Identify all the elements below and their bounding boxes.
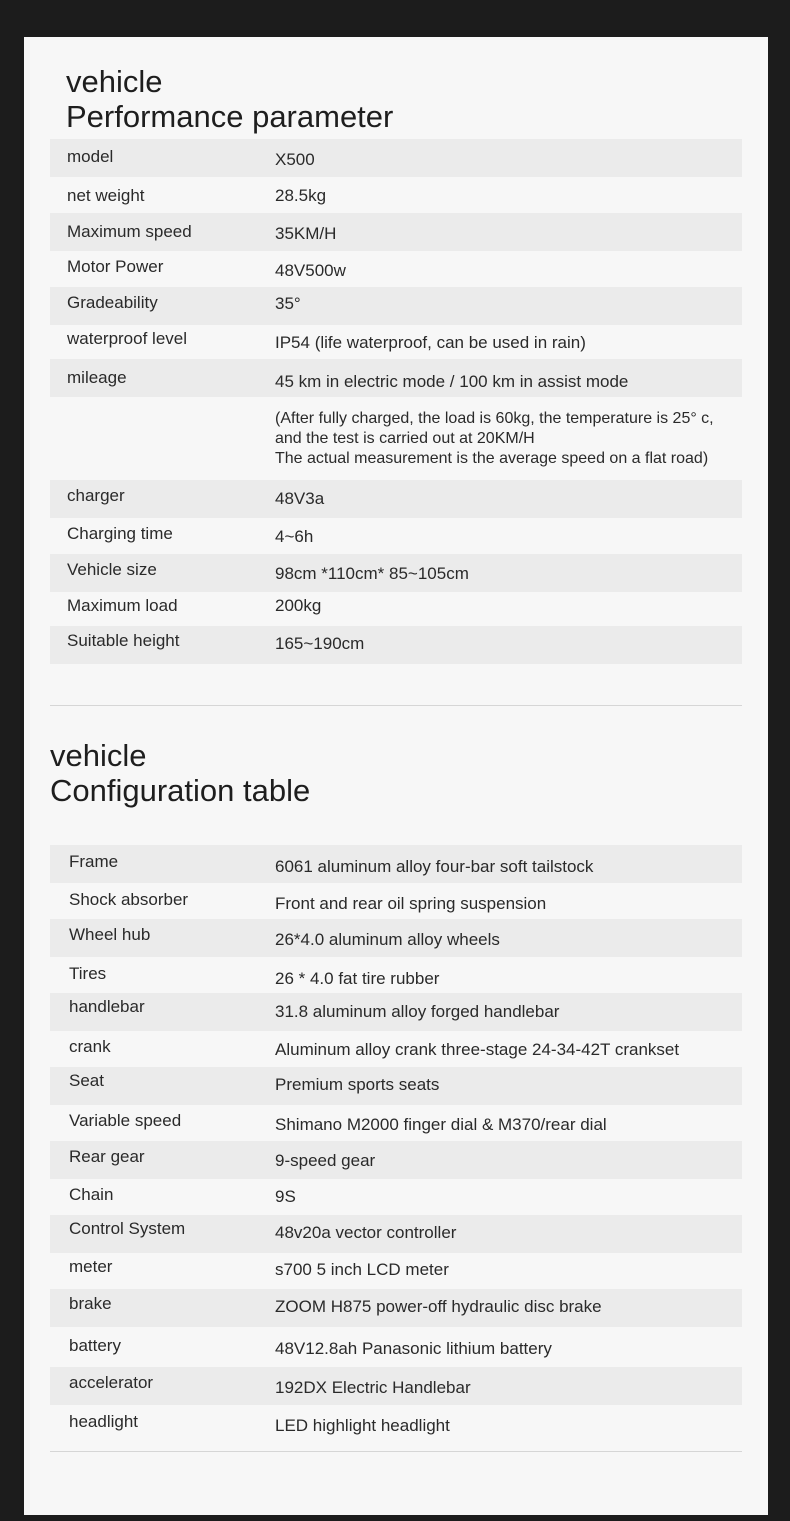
spec-value: 45 km in electric mode / 100 km in assist mode bbox=[275, 372, 629, 391]
spec-label: Maximum load bbox=[67, 596, 178, 615]
performance-row-maximum-load bbox=[50, 592, 742, 626]
config-row-variable-speed bbox=[50, 1105, 742, 1141]
config-row-seat bbox=[50, 1067, 742, 1105]
spec-value: 35KM/H bbox=[275, 224, 337, 243]
spec-label: Suitable height bbox=[67, 631, 180, 650]
performance-row-model bbox=[50, 139, 742, 177]
config-label: Chain bbox=[69, 1185, 114, 1204]
config-row-control-system bbox=[50, 1215, 742, 1253]
configuration-title-line2: Configuration table bbox=[50, 773, 311, 808]
performance-row-motor-power bbox=[50, 251, 742, 287]
spec-value: 98cm *110cm* 85~105cm bbox=[275, 564, 469, 583]
config-value: 6061 aluminum alloy four-bar soft tailstock bbox=[275, 857, 594, 876]
config-value: Aluminum alloy crank three-stage 24-34-42T crankset bbox=[275, 1040, 680, 1059]
performance-row-vehicle-size bbox=[50, 554, 742, 592]
config-label: brake bbox=[69, 1294, 112, 1313]
config-value: s700 5 inch LCD meter bbox=[275, 1260, 449, 1279]
performance-row-maximum-speed bbox=[50, 213, 742, 251]
performance-title bbox=[66, 64, 393, 134]
performance-title-line1: vehicle bbox=[66, 64, 163, 99]
config-value: 26*4.0 aluminum alloy wheels bbox=[275, 930, 500, 949]
config-value: 48V12.8ah Panasonic lithium battery bbox=[275, 1339, 552, 1358]
spec-value: 28.5kg bbox=[275, 186, 327, 205]
config-row-rear-gear bbox=[50, 1141, 742, 1179]
spec-value: 48V500w bbox=[275, 261, 346, 280]
section-divider bbox=[50, 705, 742, 706]
spec-value: 165~190cm bbox=[275, 634, 365, 653]
config-label: battery bbox=[69, 1336, 121, 1355]
config-row-tires bbox=[50, 957, 742, 993]
config-value: Shimano M2000 finger dial & M370/rear dial bbox=[275, 1115, 607, 1134]
spec-value: 4~6h bbox=[275, 527, 314, 546]
note-line: (After fully charged, the load is 60kg, the temperature is 25° c, bbox=[275, 410, 714, 427]
spec-sheet-card bbox=[24, 37, 768, 1515]
config-label: handlebar bbox=[69, 997, 145, 1016]
performance-row-charger bbox=[50, 480, 742, 518]
mileage-test-note bbox=[275, 409, 765, 469]
spec-label: charger bbox=[67, 486, 125, 505]
spec-value: X500 bbox=[275, 150, 315, 169]
spec-label: net weight bbox=[67, 186, 145, 205]
performance-row-waterproof-level bbox=[50, 325, 742, 359]
spec-label: Vehicle size bbox=[67, 560, 157, 579]
config-value: Premium sports seats bbox=[275, 1075, 440, 1094]
config-row-brake bbox=[50, 1289, 742, 1327]
performance-row-mileage bbox=[50, 359, 742, 397]
config-value: ZOOM H875 power-off hydraulic disc brake bbox=[275, 1297, 602, 1316]
config-value: Front and rear oil spring suspension bbox=[275, 894, 547, 913]
config-label: headlight bbox=[69, 1412, 139, 1431]
config-label: meter bbox=[69, 1257, 113, 1276]
config-row-handlebar bbox=[50, 993, 742, 1031]
spec-value: 48V3a bbox=[275, 489, 325, 508]
spec-label: mileage bbox=[67, 368, 127, 387]
config-row-wheel-hub bbox=[50, 919, 742, 957]
config-value: LED highlight headlight bbox=[275, 1416, 450, 1435]
config-row-frame bbox=[50, 845, 742, 883]
spec-label: waterproof level bbox=[67, 329, 188, 348]
config-row-accelerator bbox=[50, 1367, 742, 1405]
config-value: 26 * 4.0 fat tire rubber bbox=[275, 969, 440, 988]
config-label: Shock absorber bbox=[69, 890, 189, 909]
config-label: Wheel hub bbox=[69, 925, 151, 944]
config-label: Control System bbox=[69, 1219, 186, 1238]
note-line: and the test is carried out at 20KM/H bbox=[275, 430, 535, 447]
config-label: Rear gear bbox=[69, 1147, 145, 1166]
config-value: 9S bbox=[275, 1187, 296, 1206]
performance-title-line2: Performance parameter bbox=[66, 99, 394, 134]
spec-value: 200kg bbox=[275, 596, 322, 615]
spec-label: Gradeability bbox=[67, 293, 158, 312]
config-label: crank bbox=[69, 1037, 111, 1056]
config-value: 192DX Electric Handlebar bbox=[275, 1378, 471, 1397]
config-row-meter bbox=[50, 1253, 742, 1289]
config-row-battery bbox=[50, 1327, 742, 1367]
configuration-title bbox=[50, 738, 310, 808]
performance-row-net-weight bbox=[50, 177, 742, 213]
config-row-crank bbox=[50, 1031, 742, 1067]
config-row-chain bbox=[50, 1179, 742, 1215]
note-line: The actual measurement is the average speed on a flat road) bbox=[275, 450, 709, 467]
config-value: 31.8 aluminum alloy forged handlebar bbox=[275, 1002, 560, 1021]
spec-label: Motor Power bbox=[67, 257, 164, 276]
config-value: 9-speed gear bbox=[275, 1151, 376, 1170]
config-value: 48v20a vector controller bbox=[275, 1223, 457, 1242]
config-label: Seat bbox=[69, 1071, 104, 1090]
config-label: Frame bbox=[69, 852, 119, 871]
performance-row-suitable-height bbox=[50, 626, 742, 664]
spec-label: Charging time bbox=[67, 524, 173, 543]
config-row-headlight bbox=[50, 1405, 742, 1443]
section-divider bbox=[50, 1451, 742, 1452]
spec-value: 35° bbox=[275, 294, 301, 313]
configuration-title-line1: vehicle bbox=[50, 738, 147, 773]
spec-label: Maximum speed bbox=[67, 222, 192, 241]
config-label: Tires bbox=[69, 964, 107, 983]
spec-label: model bbox=[67, 147, 114, 166]
spec-value: IP54 (life waterproof, can be used in rain) bbox=[275, 333, 586, 352]
config-label: accelerator bbox=[69, 1373, 154, 1392]
performance-row-gradeability bbox=[50, 287, 742, 325]
config-label: Variable speed bbox=[69, 1111, 182, 1130]
config-row-shock-absorber bbox=[50, 883, 742, 919]
performance-row-charging-time bbox=[50, 518, 742, 554]
